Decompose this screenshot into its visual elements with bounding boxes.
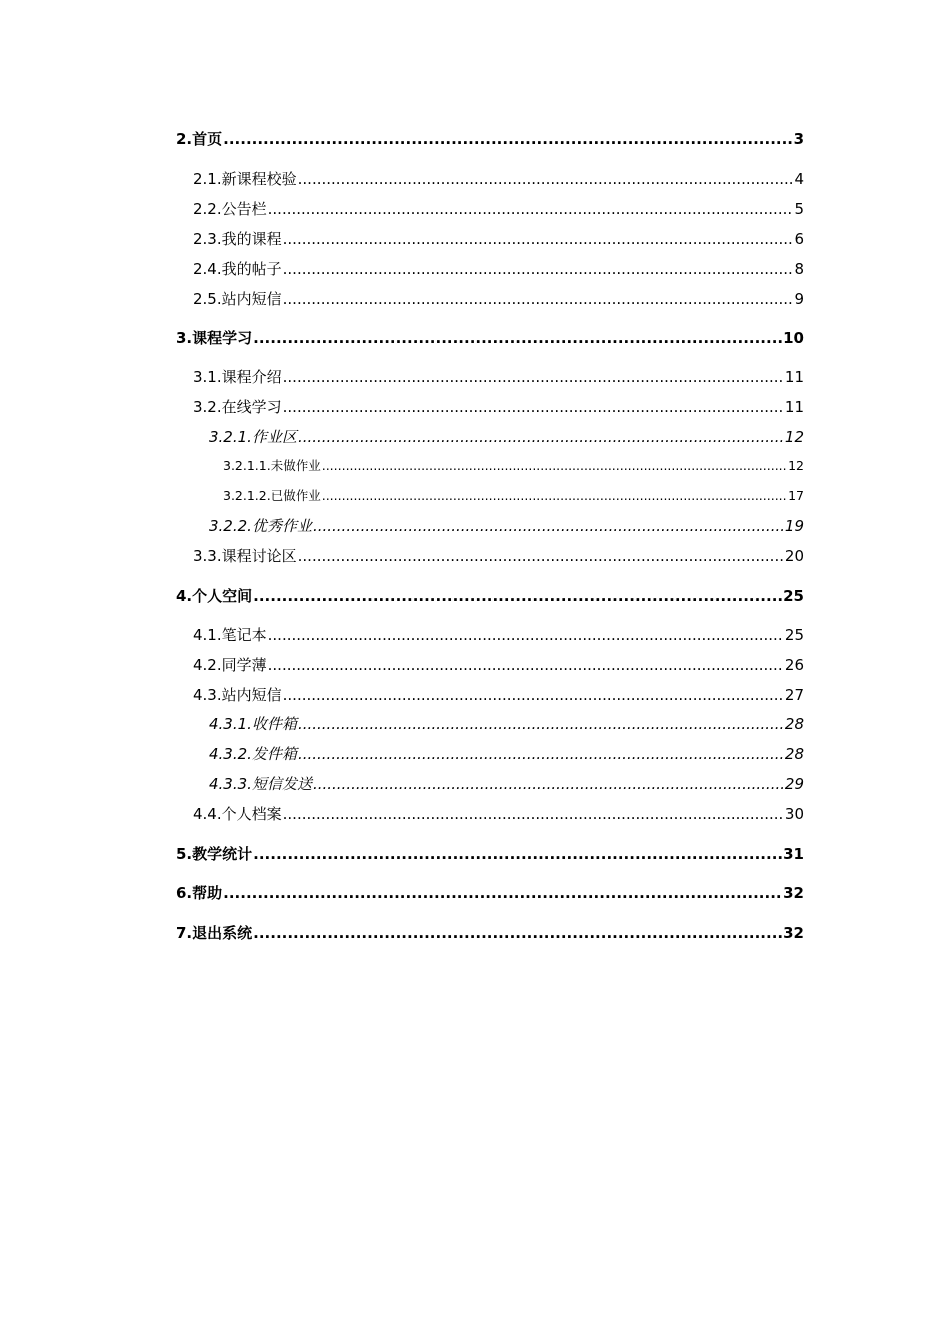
toc-page-number: 28 (784, 745, 804, 763)
toc-entry[interactable] (193, 396, 804, 417)
toc-entry-title: 教学统计 (192, 845, 253, 863)
toc-entry-title: 作业区 (251, 428, 297, 446)
toc-page-number: 26 (784, 656, 804, 674)
toc-entry[interactable] (193, 228, 804, 249)
toc-dot-leader (253, 845, 782, 863)
toc-dot-leader (322, 488, 787, 503)
toc-entry[interactable] (193, 684, 804, 705)
toc-entry-number: 2.1. (193, 170, 222, 188)
toc-entry[interactable] (193, 654, 804, 675)
toc-page-number: 25 (784, 626, 804, 644)
toc-entry-title: 站内短信 (221, 290, 282, 308)
toc-dot-leader (298, 547, 784, 565)
toc-entry[interactable] (193, 168, 804, 189)
toc-entry-number: 3.1. (193, 368, 222, 386)
toc-entry[interactable] (176, 128, 804, 149)
toc-entry-title: 发件箱 (251, 745, 297, 763)
toc-entry-number: 4.4. (193, 805, 222, 823)
toc-page-number: 19 (784, 517, 804, 535)
toc-entry[interactable] (176, 327, 804, 348)
toc-entry-number: 3.2. (193, 398, 222, 416)
toc-dot-leader (223, 130, 792, 148)
toc-dot-leader (283, 686, 784, 704)
toc-page-number: 12 (788, 458, 804, 473)
toc-entry[interactable] (223, 456, 804, 474)
toc-page-number: 27 (784, 686, 804, 704)
toc-entry-number: 4. (176, 587, 193, 605)
toc-dot-leader (268, 626, 784, 644)
toc-dot-leader (283, 398, 784, 416)
toc-entry-number: 2. (176, 130, 193, 148)
toc-entry-number: 3.2.1.1. (223, 458, 271, 473)
toc-dot-leader (313, 775, 784, 793)
toc-dot-leader (253, 924, 782, 942)
toc-dot-leader (253, 329, 782, 347)
toc-entry[interactable] (209, 743, 804, 764)
toc-entry-title: 我的帖子 (221, 260, 282, 278)
toc-entry[interactable] (193, 545, 804, 566)
toc-entry-title: 我的课程 (221, 230, 282, 248)
toc-dot-leader (298, 715, 784, 733)
toc-entry-title: 课程讨论区 (221, 547, 297, 565)
toc-page-number: 25 (783, 587, 804, 605)
toc-page-number: 28 (784, 715, 804, 733)
toc-entry-title: 公告栏 (221, 200, 267, 218)
toc-entry-title: 收件箱 (251, 715, 297, 733)
toc-entry[interactable] (176, 843, 804, 864)
toc-dot-leader (283, 230, 794, 248)
toc-page-number: 12 (784, 428, 804, 446)
toc-entry-title: 短信发送 (251, 775, 312, 793)
toc-entry-number: 2.2. (193, 200, 222, 218)
toc-entry[interactable] (176, 882, 804, 903)
toc-dot-leader (322, 458, 787, 473)
toc-page-number: 31 (783, 845, 804, 863)
toc-entry-number: 3.2.1. (209, 428, 252, 446)
toc-entry-number: 4.2. (193, 656, 222, 674)
toc-page-number: 30 (784, 805, 804, 823)
toc-entry-number: 2.4. (193, 260, 222, 278)
toc-entry-number: 3.2.2. (209, 517, 252, 535)
toc-entry-title: 未做作业 (270, 458, 321, 473)
toc-entry-title: 首页 (192, 130, 223, 148)
toc-entry[interactable] (209, 515, 804, 536)
toc-entry[interactable] (193, 198, 804, 219)
toc-page-number: 8 (794, 260, 804, 278)
toc-page-number: 5 (794, 200, 804, 218)
toc-entry-title: 新课程校验 (221, 170, 297, 188)
toc-page-number: 11 (784, 368, 804, 386)
toc-entry[interactable] (223, 486, 804, 504)
toc-page-number: 4 (794, 170, 804, 188)
toc-page-number: 6 (794, 230, 804, 248)
toc-entry[interactable] (209, 713, 804, 734)
toc-dot-leader (313, 517, 784, 535)
toc-entry-title: 个人空间 (192, 587, 253, 605)
toc-entry[interactable] (176, 922, 804, 943)
toc-dot-leader (283, 805, 784, 823)
toc-entry-number: 4.1. (193, 626, 222, 644)
toc-entry-number: 7. (176, 924, 193, 942)
toc-entry-title: 同学薄 (221, 656, 267, 674)
toc-page-number: 10 (783, 329, 804, 347)
toc-entry-number: 6. (176, 884, 193, 902)
toc-entry-number: 3.2.1.2. (223, 488, 271, 503)
toc-page-number: 20 (784, 547, 804, 565)
toc-page-number: 32 (783, 884, 804, 902)
toc-entry-title: 站内短信 (221, 686, 282, 704)
toc-dot-leader (268, 656, 784, 674)
toc-entry-title: 课程介绍 (221, 368, 282, 386)
toc-entry-title: 优秀作业 (251, 517, 312, 535)
toc-entry[interactable] (193, 803, 804, 824)
toc-entry-title: 已做作业 (270, 488, 321, 503)
toc-entry-title: 帮助 (192, 884, 223, 902)
toc-dot-leader (298, 745, 784, 763)
toc-entry-title: 个人档案 (221, 805, 282, 823)
toc-page-number: 11 (784, 398, 804, 416)
toc-entry-number: 4.3.3. (209, 775, 252, 793)
toc-entry-title: 笔记本 (221, 626, 267, 644)
toc-entry-title: 在线学习 (221, 398, 282, 416)
toc-page-number: 17 (788, 488, 804, 503)
toc-page-number: 32 (783, 924, 804, 942)
toc-entry[interactable] (193, 624, 804, 645)
toc-entry-title: 课程学习 (192, 329, 253, 347)
toc-page-number: 29 (784, 775, 804, 793)
toc-entry-number: 5. (176, 845, 193, 863)
toc-entry[interactable] (193, 366, 804, 387)
toc-entry[interactable] (193, 288, 804, 309)
toc-entry[interactable] (209, 773, 804, 794)
toc-entry[interactable] (209, 426, 804, 447)
toc-entry-number: 4.3.2. (209, 745, 252, 763)
toc-entry-number: 2.5. (193, 290, 222, 308)
toc-dot-leader (223, 884, 782, 902)
toc-dot-leader (298, 428, 784, 446)
toc-entry[interactable] (193, 258, 804, 279)
toc-dot-leader (283, 260, 794, 278)
toc-page-number: 9 (794, 290, 804, 308)
toc-dot-leader (283, 290, 794, 308)
toc-dot-leader (283, 368, 784, 386)
toc-dot-leader (253, 587, 782, 605)
toc-entry-title: 退出系统 (192, 924, 253, 942)
toc-page-number: 3 (793, 130, 804, 148)
toc-entry-number: 3. (176, 329, 193, 347)
toc-entry-number: 4.3.1. (209, 715, 252, 733)
toc-entry-number: 4.3. (193, 686, 222, 704)
toc-entry-number: 3.3. (193, 547, 222, 565)
toc-dot-leader (298, 170, 794, 188)
toc-entry-number: 2.3. (193, 230, 222, 248)
toc-entry[interactable] (176, 585, 804, 606)
toc-dot-leader (268, 200, 794, 218)
